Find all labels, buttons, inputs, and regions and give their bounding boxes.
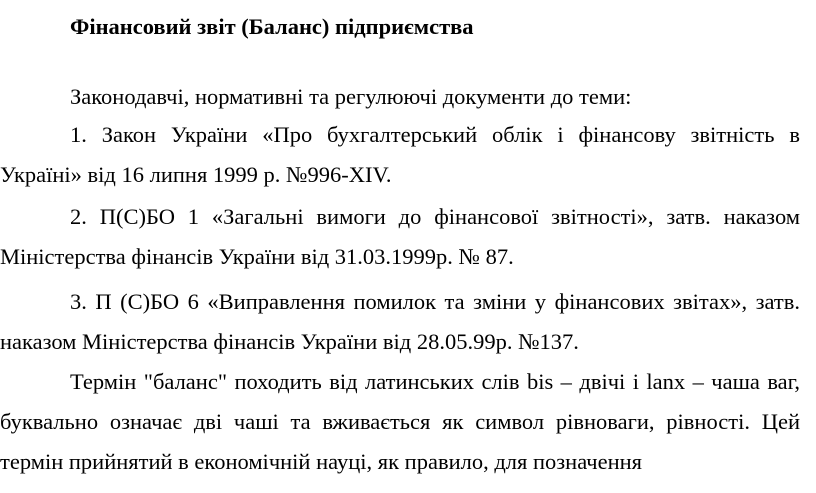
list-item-standard-6: 3. П (С)БО 6 «Виправлення помилок та зміни у фінансових звітах», затв. наказом Міністерства фінансів України від 28.05.99р. №137. xyxy=(0,289,800,354)
list-item-law: 1. Закон України «Про бухгалтерський облік і фінансову звітність в Україні» від 16 липня 1999 р. №996-XIV. xyxy=(0,122,800,187)
intro-line: Законодавчі, нормативні та регулюючі документи до теми: xyxy=(70,84,632,109)
document-title: Фінансовий звіт (Баланс) підприємства xyxy=(70,14,474,39)
body-paragraph: Термін "баланс" походить від латинських слів bis – двічі і lanx – чаша ваг, буквально означає дві чаші та вживається як символ рівноваги, рівності. Цей термін прийнятий в економічній науці, як правило, для позначення xyxy=(0,369,800,474)
list-item-standard-1: 2. П(С)БО 1 «Загальні вимоги до фінансової звітності», затв. наказом Міністерства фінансів України від 31.03.1999р. № 87. xyxy=(0,204,800,269)
